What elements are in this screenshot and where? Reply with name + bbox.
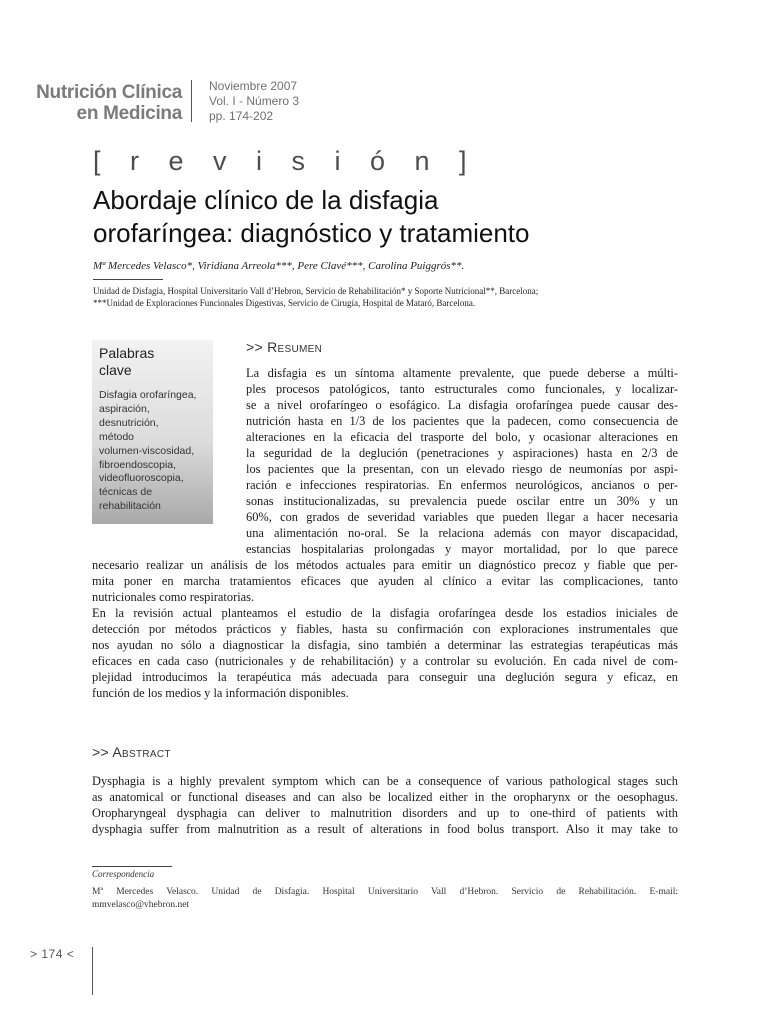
journal-name-line2: en Medicina xyxy=(76,103,182,124)
resumen-line: nutrición hasta en 1/3 de los pacientes que la padecen, como consecuencia de xyxy=(246,414,678,428)
keyword-item: volumen-viscosidad, xyxy=(99,444,195,457)
resumen-line: La disfagia es un síntoma altamente prevalente, que puede deberse a múlti- xyxy=(246,366,678,380)
keyword-item: desnutrición, xyxy=(99,416,159,429)
keywords-title-line1: Palabras xyxy=(99,345,155,361)
page-number-divider xyxy=(92,947,93,995)
journal-name-line1: Nutrición Clínica xyxy=(36,82,182,103)
resumen-line: 60%, con grados de severidad variables que pueden llegar a hacer necesaria xyxy=(246,510,678,524)
abstract-heading: >> Abstract xyxy=(92,744,171,760)
resumen-line: una alimentación no-oral. Se la relaciona además con mayor discapacidad, xyxy=(246,526,678,540)
affiliation-line1: Unidad de Disfagia, Hospital Universitario Vall d’Hebron, Servicio de Rehabilitación* y Soporte Nutricional**, Barcelona; xyxy=(93,286,539,296)
correspondence-email: mmvelasco@vhebron.net xyxy=(92,900,190,910)
keyword-item: aspiración, xyxy=(99,402,150,415)
abstract-line: Dysphagia is a highly prevalent symptom which can be a consequence of various pathological stages such xyxy=(92,774,678,788)
correspondence-text: Mª Mercedes Velasco. Unidad de Disfagia. Hospital Universitario Vall d’Hebron. Servicio de Rehabilitación. E-mail: xyxy=(92,887,678,897)
resumen-line: necesario realizar un análisis de los métodos actuales para emitir un diagnóstico precoz y fiable que per- xyxy=(92,558,678,572)
abstract-line: dysphagia suffer from malnutrition as a result of alterations in food bolus transport. Also it may take to xyxy=(92,822,678,836)
correspondence-divider xyxy=(92,866,172,867)
resumen-line: detección por métodos prácticos y fiables, hasta su confirmación con exploraciones instrumentales que xyxy=(92,622,678,636)
journal-name xyxy=(22,82,182,124)
resumen-heading: >> Resumen xyxy=(246,339,323,355)
resumen-line: los pacientes que la presentan, con un elevado riesgo de neumonías por aspi- xyxy=(246,462,678,476)
title-line2: orofaríngea: diagnóstico y tratamiento xyxy=(93,218,530,248)
keyword-item: método xyxy=(99,430,135,443)
affiliations xyxy=(93,285,678,309)
keywords-title xyxy=(99,345,209,379)
resumen-line: nos ayudan no sólo a diagnosticar la disfagia, sino también a determinar las estrategias terapéuticas más xyxy=(92,638,678,652)
page-number: > 174 < xyxy=(30,947,75,961)
affiliation-divider xyxy=(93,279,163,280)
issue-info xyxy=(209,79,299,124)
keywords-title-line2: clave xyxy=(99,362,132,378)
keywords-list xyxy=(99,389,211,514)
resumen-line: En la revisión actual planteamos el estudio de la disfagia orofaríngea desde los estadios iniciales de xyxy=(92,606,678,620)
abstract-line: Oropharyngeal dysphagia can deliver to malnutrition disorders and up to one-third of patients with xyxy=(92,806,678,820)
section-tag: [ r e v i s i ó n ] xyxy=(93,146,478,176)
resumen-line: sonas institucionalizadas, su prevalencia puede oscilar entre un 30% y un xyxy=(246,494,678,508)
keyword-item: Disfagia orofaríngea, xyxy=(99,389,197,401)
resumen-line: ples procesos patológicos, tanto estructurales como funcionales, y localizar- xyxy=(246,382,678,396)
resumen-line: nutricionales como respiratorias. xyxy=(92,590,255,604)
issue-volume: Vol. I - Número 3 xyxy=(209,94,300,108)
resumen-line: mita poner en marcha tratamientos eficaces que ayuden al clínico a evitar las complicaciones, tanto xyxy=(92,574,678,588)
keyword-item: rehabilitación xyxy=(99,500,161,513)
title-line1: Abordaje clínico de la disfagia xyxy=(93,185,439,215)
keyword-item: técnicas de xyxy=(99,486,153,499)
resumen-line: se a nivel orofaríngeo o esofágico. La disfagia orofaríngea puede causar des- xyxy=(246,398,678,412)
article-title xyxy=(93,184,713,250)
correspondence-label: Correspondencia xyxy=(92,869,155,879)
resumen-line: función de los medios y la información disponibles. xyxy=(92,686,349,700)
issue-date: Noviembre 2007 xyxy=(209,79,298,93)
resumen-line: alteraciones en la eficacia del trasporte del bolo, y ocasionar alteraciones en xyxy=(246,430,678,444)
keyword-item: videofluoroscopia, xyxy=(99,472,184,485)
resumen-line: eficaces en cada caso (nutricionales y de rehabilitación) y a controlar su evolución. En cada nivel de com- xyxy=(92,654,678,668)
keyword-item: fibroendoscopia, xyxy=(99,458,177,471)
abstract-line: as anatomical or functional diseases and can also be localized either in the oropharynx or the oesophagus. xyxy=(92,790,678,804)
resumen-line: ración e infecciones respiratorias. En enfermos neurológicos, ancianos o per- xyxy=(246,478,678,492)
resumen-line: estancias hospitalarias prolongadas y mayor mortalidad, por lo que parece xyxy=(246,542,678,556)
header-divider xyxy=(191,80,192,122)
resumen-line: plejidad introducimos la terapéutica más adecuada para conseguir una deglución segura y eficaz, en xyxy=(92,670,678,684)
resumen-line: la seguridad de la deglución (penetraciones y aspiraciones) hasta en 2/3 de xyxy=(246,446,678,460)
issue-pages: pp. 174-202 xyxy=(209,109,274,123)
authors: Mª Mercedes Velasco*, Viridiana Arreola***, Pere Clavé***, Carolina Puiggrós**. xyxy=(93,260,465,272)
affiliation-line2: ***Unidad de Exploraciones Funcionales Digestivas, Servicio de Cirugía, Hospital de Mataró, Barcelona. xyxy=(93,298,476,308)
